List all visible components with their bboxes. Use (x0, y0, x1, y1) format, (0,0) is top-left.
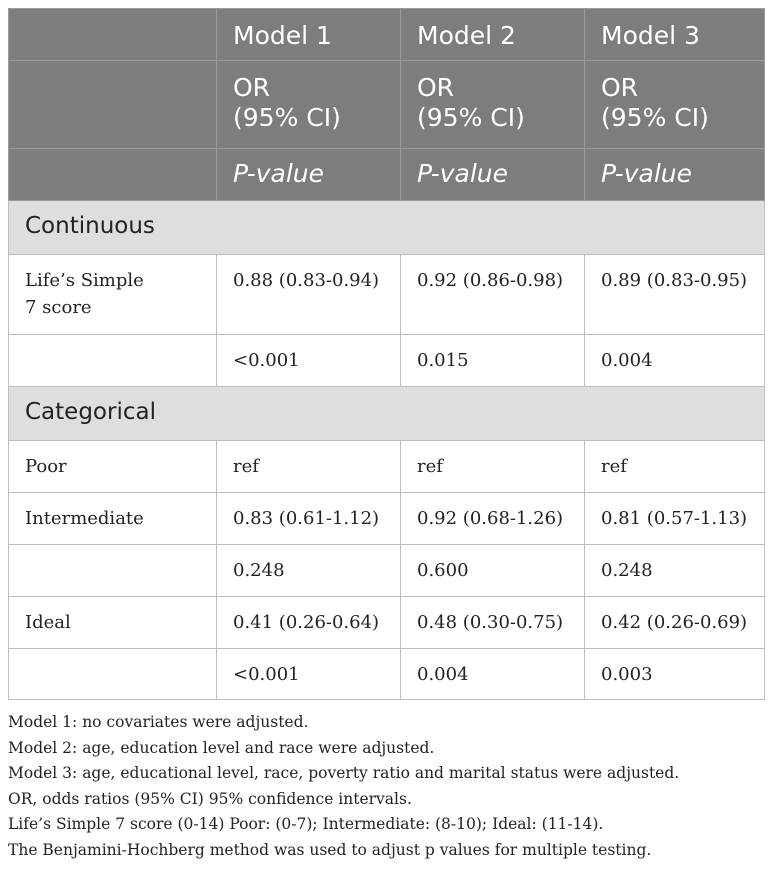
cell-or-model-1: 0.83 (0.61-1.12) (217, 493, 401, 545)
table-footnotes (8, 710, 768, 863)
header-row-or (9, 61, 765, 149)
or-label: OR (233, 73, 271, 102)
row-label-line: 7 score (25, 297, 92, 318)
odds-ratio-table (8, 8, 765, 700)
row-label-intermediate: Intermediate (9, 493, 217, 545)
footnote-lss-categories: Life’s Simple 7 score (0-14) Poor: (0-7); Intermediate: (8-10); Ideal: (11-14). (8, 815, 604, 833)
ci-label: (95% CI) (417, 103, 525, 132)
table-row (9, 255, 765, 335)
table-row (9, 493, 765, 545)
section-label-categorical: Categorical (9, 387, 765, 441)
cell-or-model-1: ref (217, 441, 401, 493)
cell-or-model-3: 0.42 (0.26-0.69) (585, 597, 765, 649)
cell-or-model-3: ref (585, 441, 765, 493)
header-row-models (9, 9, 765, 61)
footnote-model-1: Model 1: no covariates were adjusted. (8, 713, 309, 731)
cell-or-model-2: 0.92 (0.68-1.26) (401, 493, 585, 545)
section-row-categorical (9, 387, 765, 441)
header-empty-cell (9, 149, 217, 201)
header-empty-cell (9, 61, 217, 149)
cell-pvalue-model-1: 0.248 (217, 545, 401, 597)
or-label: OR (417, 73, 455, 102)
row-label-line: Life’s Simple (25, 270, 144, 291)
cell-pvalue-model-1: <0.001 (217, 335, 401, 387)
header-empty-cell (9, 9, 217, 61)
row-label-poor: Poor (9, 441, 217, 493)
header-model-1: Model 1 (217, 9, 401, 61)
header-or-model-2 (401, 61, 585, 149)
cell-or-model-2: ref (401, 441, 585, 493)
ci-label: (95% CI) (601, 103, 709, 132)
header-row-pvalue (9, 149, 765, 201)
cell-pvalue-model-3: 0.248 (585, 545, 765, 597)
cell-or-model-1: 0.41 (0.26-0.64) (217, 597, 401, 649)
header-or-model-1 (217, 61, 401, 149)
footnote-benjamini-hochberg: The Benjamini-Hochberg method was used to adjust p values for multiple testing. (8, 840, 652, 859)
table-row (9, 649, 765, 700)
table-row (9, 545, 765, 597)
cell-pvalue-model-2: 0.600 (401, 545, 585, 597)
header-or-model-3 (585, 61, 765, 149)
header-model-3: Model 3 (585, 9, 765, 61)
cell-pvalue-model-2: 0.015 (401, 335, 585, 387)
row-label-empty (9, 649, 217, 700)
cell-or-model-3: 0.89 (0.83-0.95) (585, 255, 765, 335)
cell-or-model-3: 0.81 (0.57-1.13) (585, 493, 765, 545)
footnote-model-2: Model 2: age, education level and race were adjusted. (8, 738, 435, 757)
cell-pvalue-model-3: 0.004 (585, 335, 765, 387)
cell-or-model-1: 0.88 (0.83-0.94) (217, 255, 401, 335)
footnote-model-3: Model 3: age, educational level, race, poverty ratio and marital status were adjusted. (8, 764, 680, 782)
table-header (9, 9, 765, 201)
cell-pvalue-model-3: 0.003 (585, 649, 765, 700)
header-pvalue-model-1: P-value (217, 149, 401, 201)
table-row (9, 597, 765, 649)
row-label-ideal: Ideal (9, 597, 217, 649)
ci-label: (95% CI) (233, 103, 341, 132)
header-model-2: Model 2 (401, 9, 585, 61)
footnote-or: OR, odds ratios (95% CI) 95% confidence intervals. (8, 789, 412, 808)
cell-or-model-2: 0.92 (0.86-0.98) (401, 255, 585, 335)
or-label: OR (601, 73, 639, 102)
cell-pvalue-model-2: 0.004 (401, 649, 585, 700)
row-label-empty (9, 335, 217, 387)
header-pvalue-model-3: P-value (585, 149, 765, 201)
table-row (9, 441, 765, 493)
section-label-continuous: Continuous (9, 201, 765, 255)
row-label-lss (9, 255, 217, 335)
table-body (9, 201, 765, 700)
cell-or-model-2: 0.48 (0.30-0.75) (401, 597, 585, 649)
table-row (9, 335, 765, 387)
cell-pvalue-model-1: <0.001 (217, 649, 401, 700)
section-row-continuous (9, 201, 765, 255)
results-table-container (8, 8, 764, 700)
row-label-empty (9, 545, 217, 597)
header-pvalue-model-2: P-value (401, 149, 585, 201)
